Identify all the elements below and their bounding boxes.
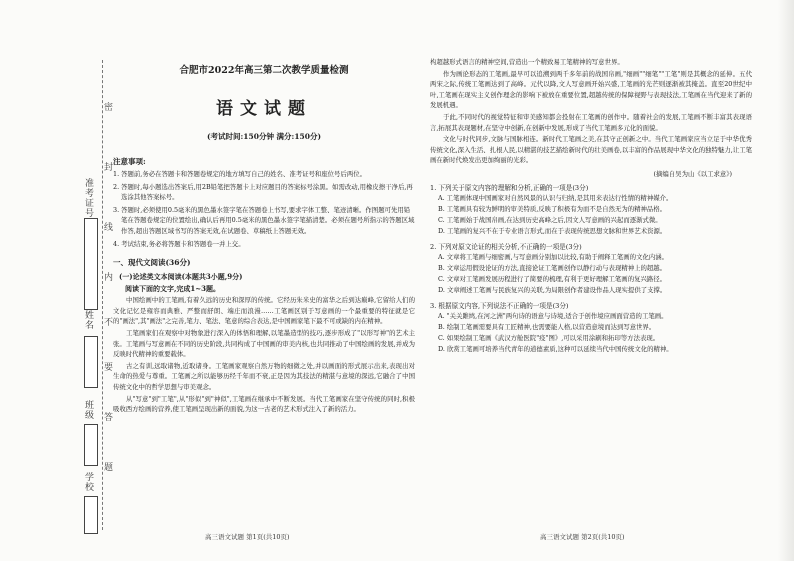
seal-mark: 答 [104, 413, 114, 423]
seal-mark: 密 [104, 103, 114, 113]
school-box[interactable] [84, 496, 98, 534]
passage-source: (摘编自吴为山《以工求意》) [653, 169, 732, 178]
reading-instruction: 阅读下面的文字,完成1~3题。 [125, 284, 221, 294]
school-label: 学校 [83, 472, 93, 492]
class-label: 班级 [83, 400, 93, 420]
notice-item: 2. 答题时,每小题选出答案后,用2B铅笔把答题卡上对应题目的答案标号涂黑。如需改动,用橡皮擦干净后,再选涂其他答案标号。 [113, 182, 413, 202]
answer-option: D. 工笔画的复兴不在于专业语言形式,而在于表现传统思想文脉和世界艺术资源。 [438, 226, 667, 235]
seal-mark: 要 [104, 363, 114, 373]
answer-option: A. 工笔画体现中国画家对自然风景的认识与归纳,是其用来表达行性情的精神媒介。 [438, 193, 673, 202]
page-footer-2: 高三语文试题 第2页(共10页) [540, 533, 625, 541]
page-footer-1: 高三语文试题 第1页(共10页) [205, 533, 290, 541]
subject-title: 语文试题 [216, 99, 312, 119]
exam-info: (考试时间:150分钟 满分:150分) [206, 132, 322, 141]
left-page [113, 56, 415, 415]
exam-title: 合肥市2022年高三第二次教学质量检测 [179, 65, 349, 76]
passage-paragraph: 构超越形式语言的精神空间,营造出一个精致易工笔精神的写意世界。 [430, 58, 624, 66]
answer-option: A. "关关雎鸠,在河之洲"两句诗的语意与诗境,适合于创作境应画面营造的工笔画。 [438, 311, 668, 320]
question-stem: 1. 下列关于原文内容的理解和分析,正确的一项是(3分) [430, 183, 589, 192]
passage-paragraph: 古之有训,远取诸物,近取诸身。工笔画家观察自然万物的细微之处,并以画面的形式展示出来,表现出对生命的热爱与尊重。工笔画之所以能够历经千年而不衰,正是因为其技法的精湛与意境的深远,它融合了中国传统文化中的哲学思想与审美观念。 [113, 361, 415, 391]
answer-option: C. 工笔画始于战国帛画,在达到历史高峰之后,因文人写意画的兴起而逐渐式微。 [438, 215, 662, 224]
right-page [430, 56, 752, 355]
sub-section-heading: (一)论述类文本阅读(本题共3小题,9分) [119, 272, 243, 282]
class-box[interactable] [84, 424, 98, 466]
answer-option: D. 欣赏工笔画可培养当代青年的道德素质,这种可以延续当代中国传统文化的精神。 [438, 344, 673, 353]
passage-paragraph: 作为画论形态的工笔画,最早可以追溯到两千多年前的战国帛画,"细画""细笔""工笔"则是其概念的延伸。五代两宋之际,传统工笔画达到了高峰。元代以降,文人写意画开始兴盛,工笔画的光芒则逐渐被其掩盖。直至20世纪中叶,工笔画在现实主义创作理念的影响下被放在重要位置,超越传统的保障视野与表现技法,工笔画在当代迎来了新的发展机遇。 [430, 69, 752, 110]
seal-mark: 封 [104, 163, 114, 173]
passage-paragraph: 文化与时代同步,文脉与国脉相连。新时代工笔画之美,在其守正创新之中。当代工笔画家应当立足于中华优秀传统文化,深入生活、扎根人民,以精湛的技艺描绘新时代的壮美画卷,以丰富的作品展现中华文化的独特魅力,让工笔画在新时代焕发出更加绚丽的光彩。 [430, 135, 752, 165]
notice-item: 4. 考试结束,务必将答题卡和答题卷一并上交。 [113, 239, 245, 248]
name-box[interactable] [84, 336, 98, 388]
seal-mark: 题 [104, 463, 114, 473]
section-heading: 一、现代文阅读(36分) [113, 258, 191, 268]
answer-option: B. 工笔画具有较为鲜明的审美特质,反映了积极有为而不是自然无为的精神品格。 [438, 204, 667, 213]
notice-item: 1. 答题前,务必在答题卡和答题卷规定的地方填写自己的姓名、准考证号和座位号后两位。 [113, 170, 367, 178]
answer-option: D. 文章阐述工笔画与民族复兴的关联,为局限创作者建设作品人现实提供了支撑。 [438, 285, 667, 294]
notice-heading: 注意事项: [113, 157, 146, 166]
candidate-number-label: 准考证号 [83, 178, 93, 218]
answer-option: A. 文章将工笔画与细密画,与写意画分别加以比较,有助于阐释工笔画的文化内涵。 [438, 252, 669, 261]
passage-paragraph: 于此,不同时代的视觉特征和审美感知都会投射在工笔画的创作中。随着社会的发展,工笔画不断丰富其表现语言,拓展其表现题材,在坚守中创新,在创新中发展,形成了当代工笔画多元化的面貌。 [430, 112, 752, 132]
name-label: 姓名 [83, 310, 93, 330]
binding-line [102, 60, 103, 530]
passage-paragraph: 中国绘画中的工笔画,有着久远的历史和深厚的传统。它经历朱米史的富华之后到达巅峰,它留给人们的文化记忆是雍容而典雅、严整而舒朗、端庄而浪漫……工笔画区别于写意画的一个最重要的特征就是它的"画法",其"画法"之完善,笔力、笔法、笔意的综合表达,是中国画家笔下最不可或缺的内在精神。 [113, 296, 415, 326]
question-stem: 3. 根据原文内容,下列说法不正确的一项是(3分) [430, 301, 569, 310]
seal-mark: 线 [104, 223, 114, 233]
notice-item: 3. 答题时,必须使用0.5毫米的黑色墨水签字笔在答题卷上书写,要求字体工整、笔迹清晰。作图题可先用铅笔在答题卷规定的位置绘出,确认后再用0.5毫米的黑色墨水签字笔描清楚。必须在题号所指示的答题区域作答,超出答题区域书写的答案无效,在试题卷、草稿纸上答题无效。 [113, 205, 415, 235]
passage-paragraph: 从"写意"到"工笔",从"形似"到"神似",工笔画在继承中不断发展。当代工笔画家在坚守传统的同时,积极吸收西方绘画的营养,使工笔画呈现出新的面貌,为这一古老的艺术形式注入了新的活力。 [113, 394, 415, 414]
seal-mark: 内 [104, 273, 114, 283]
scan-edge-shadow [778, 0, 794, 561]
question-stem: 2. 下列对原文论证的相关分析,不正确的一项是(3分) [430, 242, 582, 251]
answer-option: C. 文章对工笔画发展历程进行了简要的梳理,有利于更好理解工笔画的复兴路径。 [438, 274, 667, 283]
answer-option: C. 如果绘制工笔画《武汉方舱医院"疫"图》,可以采用涂刷和拓印等方法表现。 [438, 333, 660, 342]
passage-paragraph: 工笔画家们在观察中对物象进行深入的体悟和理解,以笔墨造型的技巧,逐步形成了"以形写神"的艺术主张。工笔画与写意画在不同的历史阶段,共同构成了中国画的审美内核,也共同推动了中国绘画的发展,并成为反映时代精神的重要载体。 [113, 328, 415, 359]
seal-mark: 不 [104, 318, 114, 328]
answer-option: B. 文章运用假设论证的方法,直接论证工笔画创作以静行动与表现精神上的超越。 [438, 263, 667, 272]
candidate-number-box[interactable] [84, 218, 98, 310]
answer-option: B. 绘制工笔画需要具有工匠精神,也需要能人格,以营造意境而达到写意世界。 [438, 322, 656, 331]
